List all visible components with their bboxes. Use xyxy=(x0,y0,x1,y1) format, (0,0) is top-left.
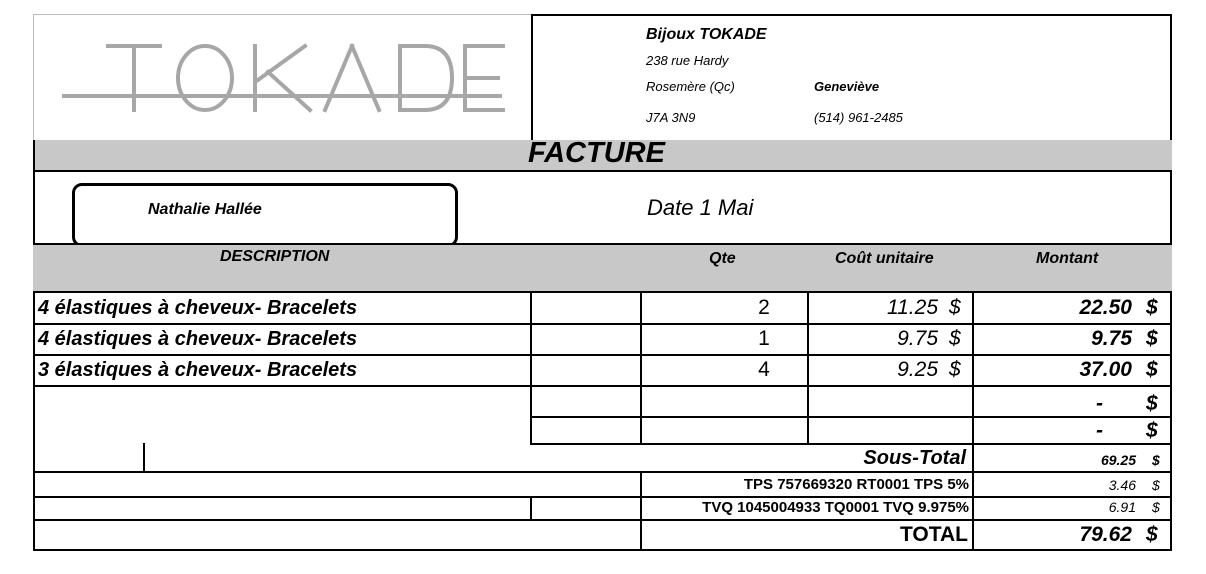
total-label: TOTAL xyxy=(899,523,968,546)
item-unit-currency: $ xyxy=(949,327,961,350)
item-amount-currency: $ xyxy=(1146,327,1158,350)
tvq-currency: $ xyxy=(1152,499,1160,515)
item-amount: 22.50 xyxy=(1079,296,1132,319)
total-value: 79.62 xyxy=(1079,523,1132,546)
customer-name: Nathalie Hallée xyxy=(148,201,262,218)
empty-amount-currency: $ xyxy=(1146,392,1158,415)
col-unit-cost: Coût unitaire xyxy=(835,250,934,267)
item-amount: 9.75 xyxy=(1091,327,1132,350)
document-title: FACTURE xyxy=(528,137,665,169)
empty-amount: - xyxy=(1096,419,1103,442)
item-amount-currency: $ xyxy=(1146,296,1158,319)
tps-label: TPS 757669320 RT0001 TPS 5% xyxy=(743,476,969,493)
company-city: Rosemère (Qc) xyxy=(646,79,735,94)
column-header-band xyxy=(33,244,1172,292)
col-amount: Montant xyxy=(1036,250,1099,267)
item-qty: 1 xyxy=(758,327,770,350)
item-unit-cost: 11.25 xyxy=(887,296,938,319)
item-unit-currency: $ xyxy=(949,296,961,319)
empty-amount: - xyxy=(1096,392,1103,415)
item-description: 4 élastiques à cheveux- Bracelets xyxy=(38,297,358,319)
item-amount: 37.00 xyxy=(1079,358,1132,381)
tps-currency: $ xyxy=(1152,477,1160,493)
text-cursor xyxy=(143,443,145,471)
company-street: 238 rue Hardy xyxy=(646,53,729,68)
subtotal-label: Sous-Total xyxy=(863,447,966,469)
total-currency: $ xyxy=(1146,523,1158,546)
item-unit-currency: $ xyxy=(949,358,961,381)
item-description: 4 élastiques à cheveux- Bracelets xyxy=(38,328,358,350)
tvq-value: 6.91 xyxy=(1108,499,1136,515)
subtotal-value: 69.25 xyxy=(1100,452,1136,468)
subtotal-currency: $ xyxy=(1152,452,1160,468)
item-qty: 4 xyxy=(758,358,770,381)
empty-amount-currency: $ xyxy=(1146,419,1158,442)
tokade-logo xyxy=(60,38,505,116)
item-unit-cost: 9.75 xyxy=(897,327,938,350)
company-postal: J7A 3N9 xyxy=(646,110,696,125)
customer-box xyxy=(72,183,458,247)
tps-value: 3.46 xyxy=(1108,477,1136,493)
company-name: Bijoux TOKADE xyxy=(646,26,767,43)
item-amount-currency: $ xyxy=(1146,358,1158,381)
invoice-date: Date 1 Mai xyxy=(647,195,754,220)
item-description: 3 élastiques à cheveux- Bracelets xyxy=(38,359,358,381)
contact-name: Geneviève xyxy=(814,79,880,94)
item-unit-cost: 9.25 xyxy=(897,358,938,381)
company-phone: (514) 961-2485 xyxy=(814,110,903,125)
tvq-label: TVQ 1045004933 TQ0001 TVQ 9.975% xyxy=(702,499,969,516)
item-qty: 2 xyxy=(758,296,770,319)
col-qty: Qte xyxy=(709,250,736,267)
col-description: DESCRIPTION xyxy=(220,248,330,265)
